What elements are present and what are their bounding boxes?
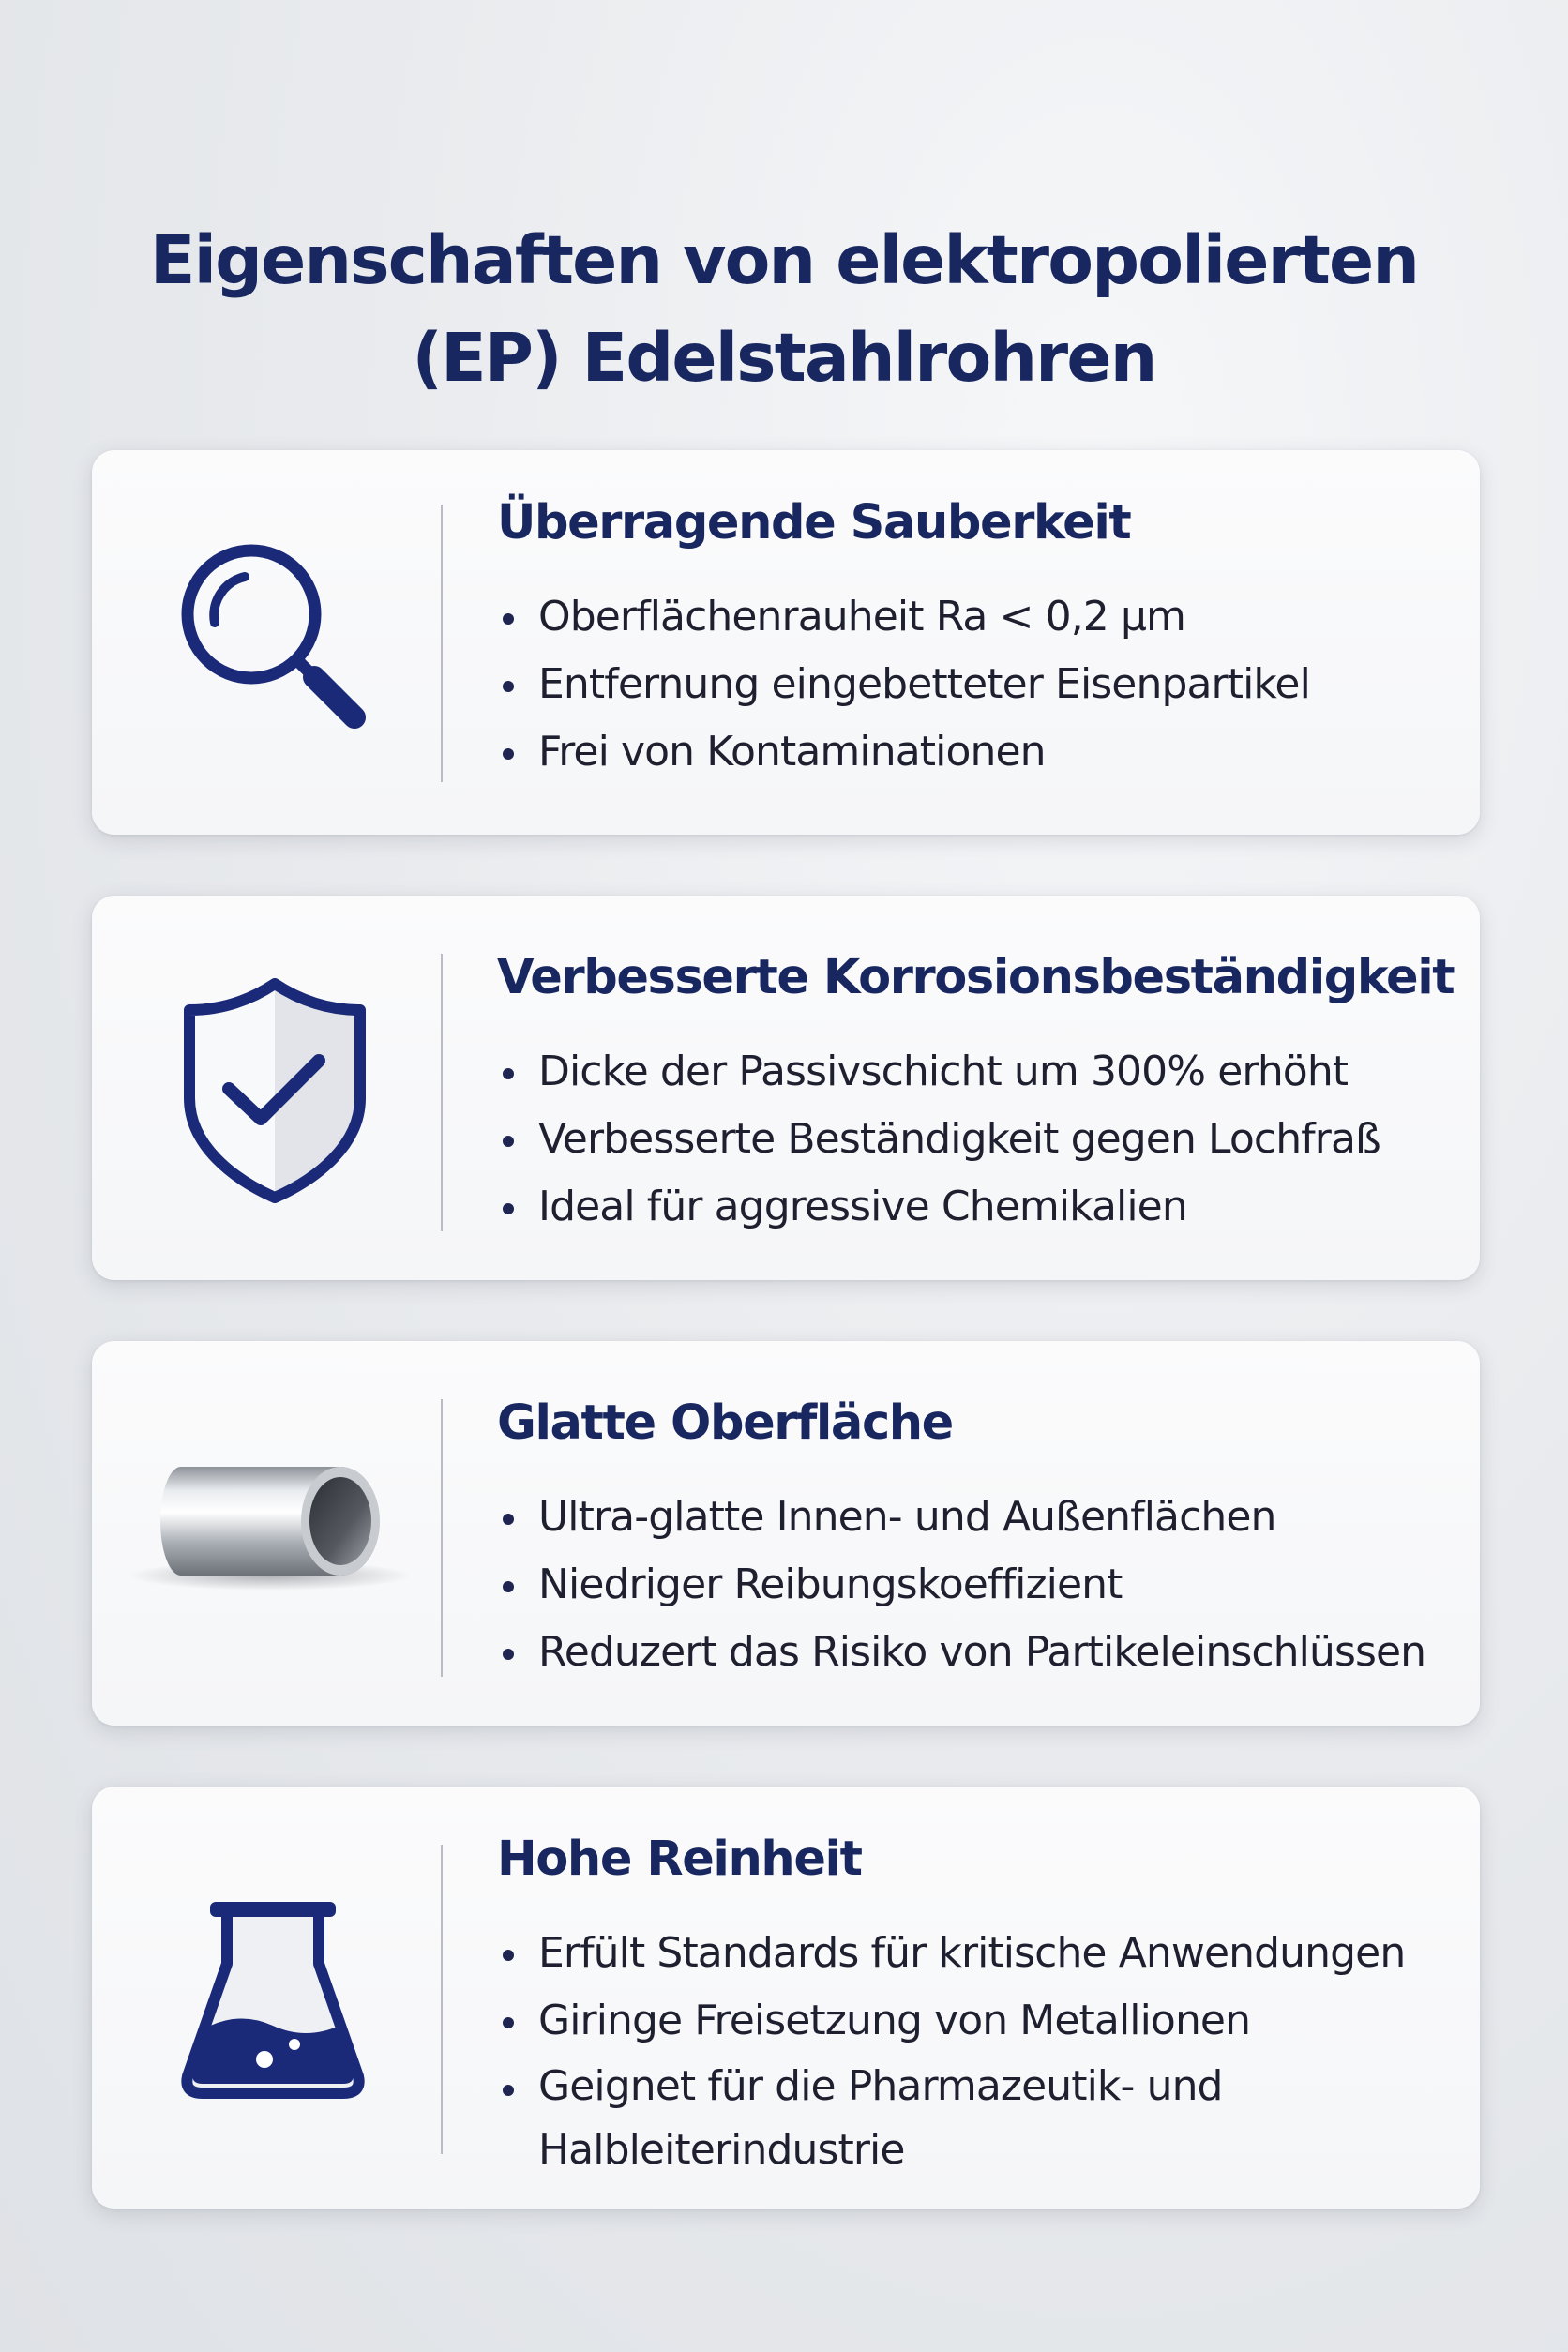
bullet-item: Verbesserte Beständigkeit gegen Lochfraß xyxy=(497,1106,1454,1173)
lab-flask-icon xyxy=(174,1885,371,2110)
bullet-list xyxy=(497,1920,1405,2182)
bullet-list xyxy=(497,1038,1454,1241)
card-heading: Hohe Reinheit xyxy=(497,1832,862,1887)
bullet-item: Dicke der Passivschicht um 300% erhöht xyxy=(497,1038,1454,1106)
card-divider xyxy=(441,954,443,1231)
feature-card-purity xyxy=(92,1787,1480,2209)
bullet-item: Frei von Kontaminationen xyxy=(497,718,1310,786)
bullet-list xyxy=(497,583,1310,786)
card-divider xyxy=(441,1845,443,2154)
bullet-item: Geignet für die Pharmazeutik- und Halbleiterindustrie xyxy=(497,2055,1289,2182)
card-divider xyxy=(441,505,443,782)
feature-card-cleanliness xyxy=(92,450,1480,835)
bullet-item: Erfült Standards für kritische Anwendungen xyxy=(497,1920,1405,1987)
bullet-item: Oberflächenrauheit Ra < 0,2 µm xyxy=(497,583,1310,651)
card-heading: Verbesserte Korrosionsbeständigkeit xyxy=(497,950,1455,1005)
steel-tube-image xyxy=(129,1444,411,1604)
bullet-item: Ideal für aggressive Chemikalien xyxy=(497,1173,1454,1241)
card-divider xyxy=(441,1399,443,1677)
feature-card-smooth-surface xyxy=(92,1341,1480,1726)
page-title xyxy=(0,212,1568,407)
bullet-item: Entfernung eingebetteter Eisenpartikel xyxy=(497,651,1310,718)
card-heading: Überragende Sauberkeit xyxy=(497,495,1131,550)
shield-check-icon xyxy=(176,978,373,1203)
card-heading: Glatte Oberfläche xyxy=(497,1395,953,1451)
bullet-item: Niedriger Reibungskoeffizient xyxy=(497,1551,1425,1619)
feature-card-corrosion xyxy=(92,896,1480,1280)
page-title-line-1: Eigenschaften von elektropolierten xyxy=(149,220,1419,299)
bullet-list xyxy=(497,1484,1425,1686)
bullet-item: Ultra-glatte Innen- und Außenflächen xyxy=(497,1484,1425,1551)
magnifier-icon xyxy=(172,535,378,741)
bullet-item: Reduzert das Risiko von Partikeleinschlüssen xyxy=(497,1619,1425,1686)
bullet-item: Giringe Freisetzung von Metallionen xyxy=(497,1987,1405,2055)
page-title-line-2: (EP) Edelstahlrohren xyxy=(412,318,1156,397)
